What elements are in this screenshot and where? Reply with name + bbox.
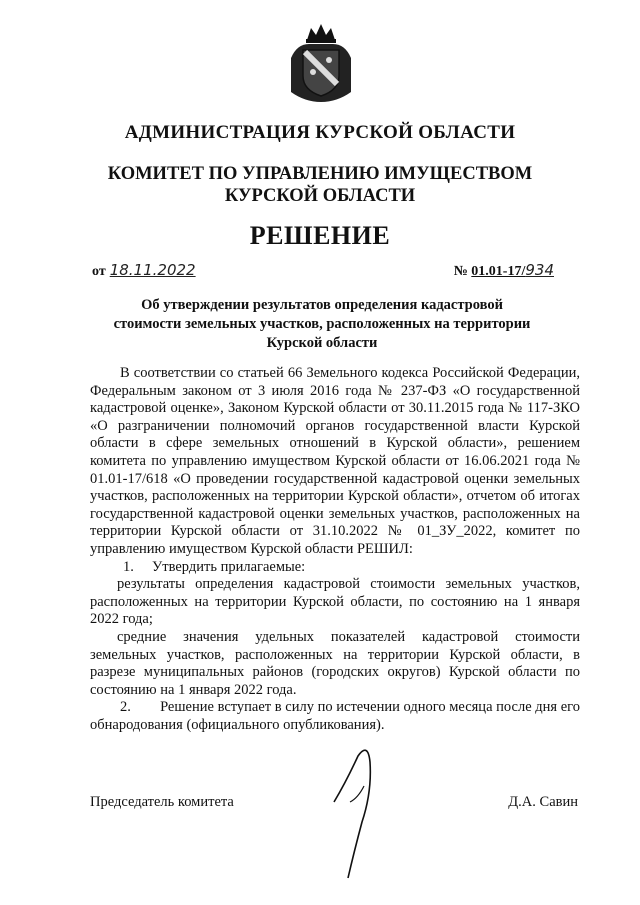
document-number <box>454 261 554 280</box>
item-2-number: 2. <box>120 699 131 716</box>
document-body <box>90 365 580 734</box>
date-prefix: от <box>92 264 106 279</box>
document-date <box>92 261 196 280</box>
coat-of-arms-icon <box>287 22 355 104</box>
committee-title-line1: КОМИТЕТ ПО УПРАВЛЕНИЮ ИМУЩЕСТВОМ <box>107 164 533 184</box>
date-handwritten: 18.11.2022 <box>109 261 196 279</box>
committee-title <box>0 163 640 207</box>
preamble-paragraph: В соответствии со статьей 66 Земельного кодекса Российской Федерации, Федеральным законом от 3 июля 2016 года № 237-ФЗ «О государственной кадастровой оценке», Законом Курской области от 30.11.2015 года № 117-ЗКО «О разграничении полномочий органов государственной власти Курской области в сфере земельных отношений в Курской области», решением комитета по управлению имуществом Курской области от 16.06.2021 года № 01.01-17/618 «О проведении государственной кадастровой оценки земельных участков, расположенных на территории Курской области», отчетом об итогах государственной кадастровой оценки земельных участков, расположенных на территории Курской области от 31.10.2022 № 01_ЗУ_2022, комитет по управлению имуществом Курской области РЕШИЛ: <box>90 365 580 557</box>
document-type-title: РЕШЕНИЕ <box>249 221 391 250</box>
committee-title-line2: КУРСКОЙ ОБЛАСТИ <box>224 186 416 206</box>
document-subject <box>110 296 534 353</box>
item-1-number: 1. <box>123 558 134 575</box>
subject-line1: Об утверждении результатов определения кадастровой <box>141 297 503 313</box>
subject-line3: Курской области <box>266 335 378 351</box>
signer-name: Д.А. Савин <box>508 794 578 810</box>
item-2-text: Решение вступает в силу по истечении одного месяца после дня его обнародования (официального опубликования). <box>90 699 581 733</box>
signer-title: Председатель комитета <box>90 794 234 810</box>
item-1 <box>90 559 580 577</box>
number-code: 01.01-17/ <box>471 264 526 279</box>
item-1-sub-1: результаты определения кадастровой стоимости земельных участков, расположенных на территории Курской области, по состоянию на 1 января 2022 года; <box>90 576 580 628</box>
signature-icon <box>328 742 388 882</box>
number-prefix: № <box>453 264 468 279</box>
item-1-text: Утвердить прилагаемые: <box>152 558 306 575</box>
item-2 <box>90 699 580 734</box>
subject-line2: стоимости земельных участков, расположенных на территории <box>113 316 531 332</box>
item-1-sub-2: средние значения удельных показателей кадастровой стоимости земельных участков, расположенных на территории Курской области, в разрезе муниципальных районов (городских округов) Курской области по состоянию на 1 января 2022 года. <box>90 628 580 698</box>
administration-title: АДМИНИСТРАЦИЯ КУРСКОЙ ОБЛАСТИ <box>124 122 516 143</box>
number-handwritten: 934 <box>525 261 554 279</box>
